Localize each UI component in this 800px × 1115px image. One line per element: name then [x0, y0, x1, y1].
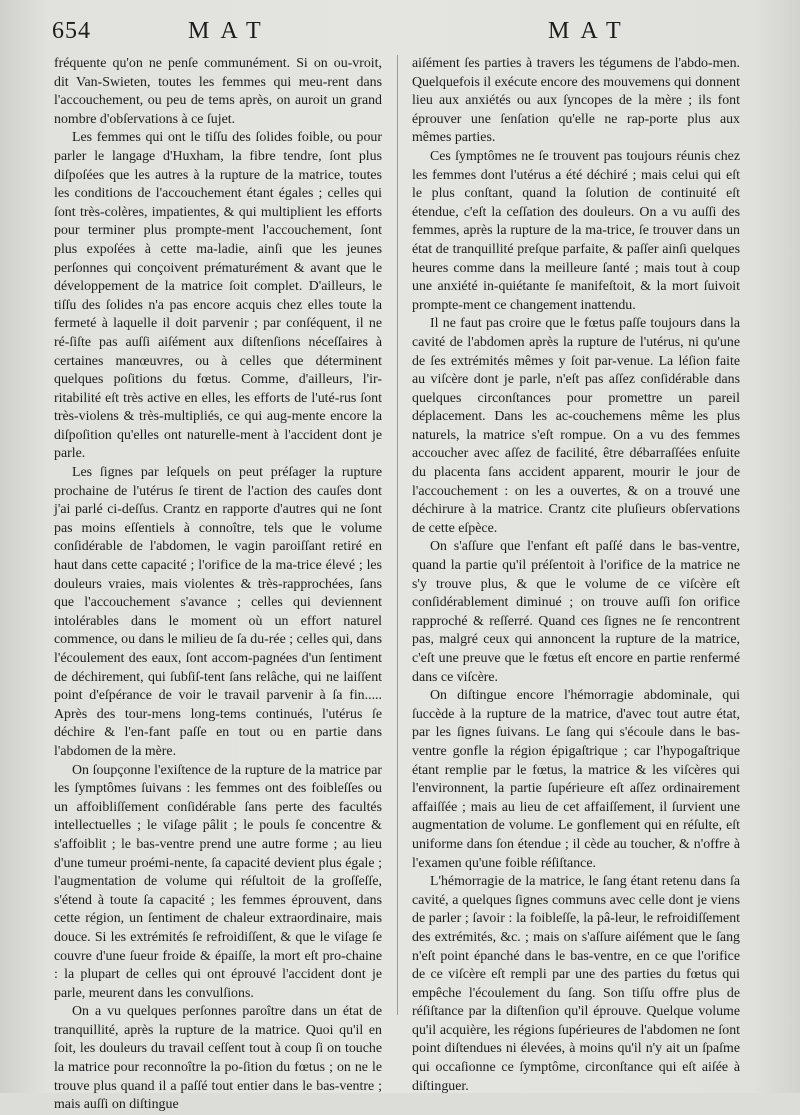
right-text-column	[412, 55, 740, 1096]
column-divider	[397, 55, 398, 1015]
paragraph: Ces ſymptômes ne ſe trouvent pas toujours réunis chez les femmes dont l'utérus a été déchiré ; mais celui qui eſt le plus conſtant, quand la ſolution de continuité eſt étendue, c'eſt la ceſſation des douleurs. On a vu auſſi des femmes, après la rupture de la ma-trice, ſe trouver dans un état de tranquillité preſque parfaite, & paſſer ainſi quelques heures comme dans la meilleure ſanté ; mais tout à coup une anxiété in-quiétante ſe manifeſtoit, & la mort ſuivoit prompte-ment ce changement inattendu.	[412, 148, 740, 313]
page-header	[0, 16, 800, 48]
paragraph: On a vu quelques perſonnes paroître dans un état de tranquillité, après la rupture de la matrice. Quoi qu'il en ſoit, les douleurs du travail ceſſent tout à coup ſi on touche la matrice pour reconnoître la po-ſition du fœtus ; on ne le trouve plus quand il a paſſé tout entier dans le bas-ventre ; mais auſſi on diſtingue	[54, 1004, 382, 1113]
paragraph: fréquente qu'on ne penſe communément. Si on ou-vroit, dit Van-Swieten, toutes les femmes qui meu-rent dans l'accouchement, ou peu de tems après, on auroit un grand nombre d'obſervations à ce ſujet.	[54, 56, 382, 127]
page-number: 654	[52, 18, 91, 44]
paragraph: L'hémorragie de la matrice, le ſang étant retenu dans ſa cavité, a quelques ſignes communs avec celle dont je viens de parler ; ſavoir : la foibleſſe, la pâ-leur, le refroidiſſement des extrémités, &c. ; mais on s'aſſure aiſément que le ſang n'eſt point épanché dans le bas-ventre, en ce que l'orifice de ce viſcère eſt rempli par une des parties du fœtus qui empêche l'écoulement du ſang. Son tiſſu offre plus de réſiſtance par la diſtenſion qu'il éprouve. Quelque volume qu'il acquière, les régions ſupérieures de l'abdomen ne ſont point diſtendues ni élevées, à moins qu'il n'y ait un ſpaſme qui occaſionne ce ſymptôme, circonſtance qui eſt aiſée à diſtinguer.	[412, 874, 740, 1094]
right-running-head: MAT	[548, 18, 632, 44]
left-text-column	[54, 55, 382, 1115]
paragraph: Il ne faut pas croire que le fœtus paſſe toujours dans la cavité de l'abdomen après la rupture de l'utérus, ni qu'une de ſes extrémités mêmes y ſoit par-venue. La léſion faite au viſcère dont je parle, n'eſt pas aſſez conſidérable dans quelques circonſtances pour promettre un pareil déplacement. Dans les ac-couchemens même les plus naturels, la matrice s'eſt rompue. On a vu des femmes accoucher avec aſſez de facilité, être débarraſſées enſuite du placenta ſans accident apparent, mourir le jour de l'accouchement : on les a ouvertes, & on a trouvé une déchirure à la matrice. Crantz cite pluſieurs obſervations de cette eſpèce.	[412, 316, 740, 536]
left-running-head: MAT	[188, 18, 272, 44]
paragraph: On ſoupçonne l'exiſtence de la rupture de la matrice par les ſymptômes ſuivans : les femmes ont des foibleſſes ou un affoibliſſement conſidérable ſans perte des facultés intellectuelles ; le viſage pâlit ; le pouls ſe concentre & s'affoiblit ; le bas-ventre prend une autre forme ; au lieu d'une tumeur proémi-nente, ſa capacité devient plus égale ; l'augmentation de volume qui réſultoit de la groſſeſſe, s'étend à toute ſa capacité ; les femmes éprouvent, dans cette région, un ſentiment de chaleur extraordinaire, mais douce. Si les extrémités ſe refroidiſſent, & que le viſage ſe couvre d'une ſueur froide & épaiſſe, la mort eſt pro-chaine : la plupart de celles qui ont éprouvé l'accident dont je parle, meurent dans les convulſions.	[54, 762, 382, 1001]
paragraph: Les ſignes par leſquels on peut préſager la rupture prochaine de l'utérus ſe tirent de l'action des cauſes dont j'ai parlé ci-deſſus. Crantz en rapporte d'autres qui ne ſont pas moins eſſentiels à connoître, tels que le volume conſidérable de l'abdomen, le vagin paroiſſant retiré en haut dans cette capacité ; l'orifice de la ma-trice élevé ; les douleurs vraies, mais violentes & très-rapprochées, ſans que l'accouchement s'avance ; celles qui deviennent intolérables dans le moment où un effort naturel commence, ou dans le milieu de ſa du-rée ; celles qui, dans l'écoulement des eaux, ſont accom-pagnées d'un ſentiment de déchirement, qui ſubſiſ-tent ſans relâche, qui ne laiſſent point d'eſpérance de voir le travail parvenir à ſa fin..... Après des tour-mens long-tems continués, l'utérus ſe déchire & l'en-fant paſſe en tout ou en partie dans l'abdomen de la mère.	[54, 465, 382, 759]
paragraph: aiſément ſes parties à travers les tégumens de l'abdo-men. Quelquefois il exécute encore des mouvemens qui donnent lieu aux anxiétés ou aux ſyncopes de la mère ; ils font éprouver une ſenſation qu'elle ne rap-porte plus aux mêmes parties.	[412, 56, 740, 146]
paragraph: On diſtingue encore l'hémorragie abdominale, qui ſuccède à la rupture de la matrice, d'avec tout autre état, par les ſignes ſuivans. Le ſang qui s'écoule dans le bas-ventre gonfle la région épigaſtrique ; car l'hypogaſtrique étant remplie par le fœtus, la matrice & les viſcères qui l'environnent, la partie ſupérieure eſt aſſez ordinairement affaiſſée ; mais au lieu de cet affaiſſement, il ſurvient une augmentation de volume. Le gonflement qui en réſulte, eſt uniforme dans ſon étendue ; il cède au toucher, & n'offre à l'examen qu'une foible réſiſtance.	[412, 688, 740, 871]
paragraph: Les femmes qui ont le tiſſu des ſolides foible, ou pour parler le langage d'Huxham, la fibre tendre, ſont plus diſpoſées que les autres à la rupture de la matrice, toutes les conditions de l'accouchement étant égales ; celles qui ſont très-colères, impatientes, & qui multiplient les efforts pour terminer plus prompte-ment l'accouchement, ſont plus expoſées à cette ma-ladie, ainſi que les jeunes perſonnes qui conçoivent prématurément & avant que le développement de la matrice ſoit complet. D'ailleurs, le tiſſu des ſolides n'a pas encore acquis chez elles toute la fermeté à laquelle il doit parvenir ; par conſéquent, il ne ré-ſiſte pas auſſi aiſément aux diſtenſions néceſſaires à certaines manœuvres, ou à celles que déterminent quelques poſitions du fœtus. Comme, d'ailleurs, l'ir-ritabilité eſt très active en elles, les efforts de l'uté-rus ſont très-violens & très-multipliés, ce qui aug-mente encore la diſpoſition qu'elles ont naturelle-ment à l'accident dont je parle.	[54, 130, 382, 462]
paragraph: On s'aſſure que l'enfant eſt paſſé dans le bas-ventre, quand la partie qu'il préſentoit à l'orifice de la matrice ne s'y trouve plus, & que le volume de ce viſcère eſt conſidérablement diminué ; on trouve auſſi ſon orifice rapproché & reſſerré. Quand ces ſignes ne ſe rencontrent pas, malgré ceux qui annoncent la rupture de la matrice, c'eſt une preuve que le fœtus eſt encore en partie renfermé dans ce viſcère.	[412, 539, 740, 685]
